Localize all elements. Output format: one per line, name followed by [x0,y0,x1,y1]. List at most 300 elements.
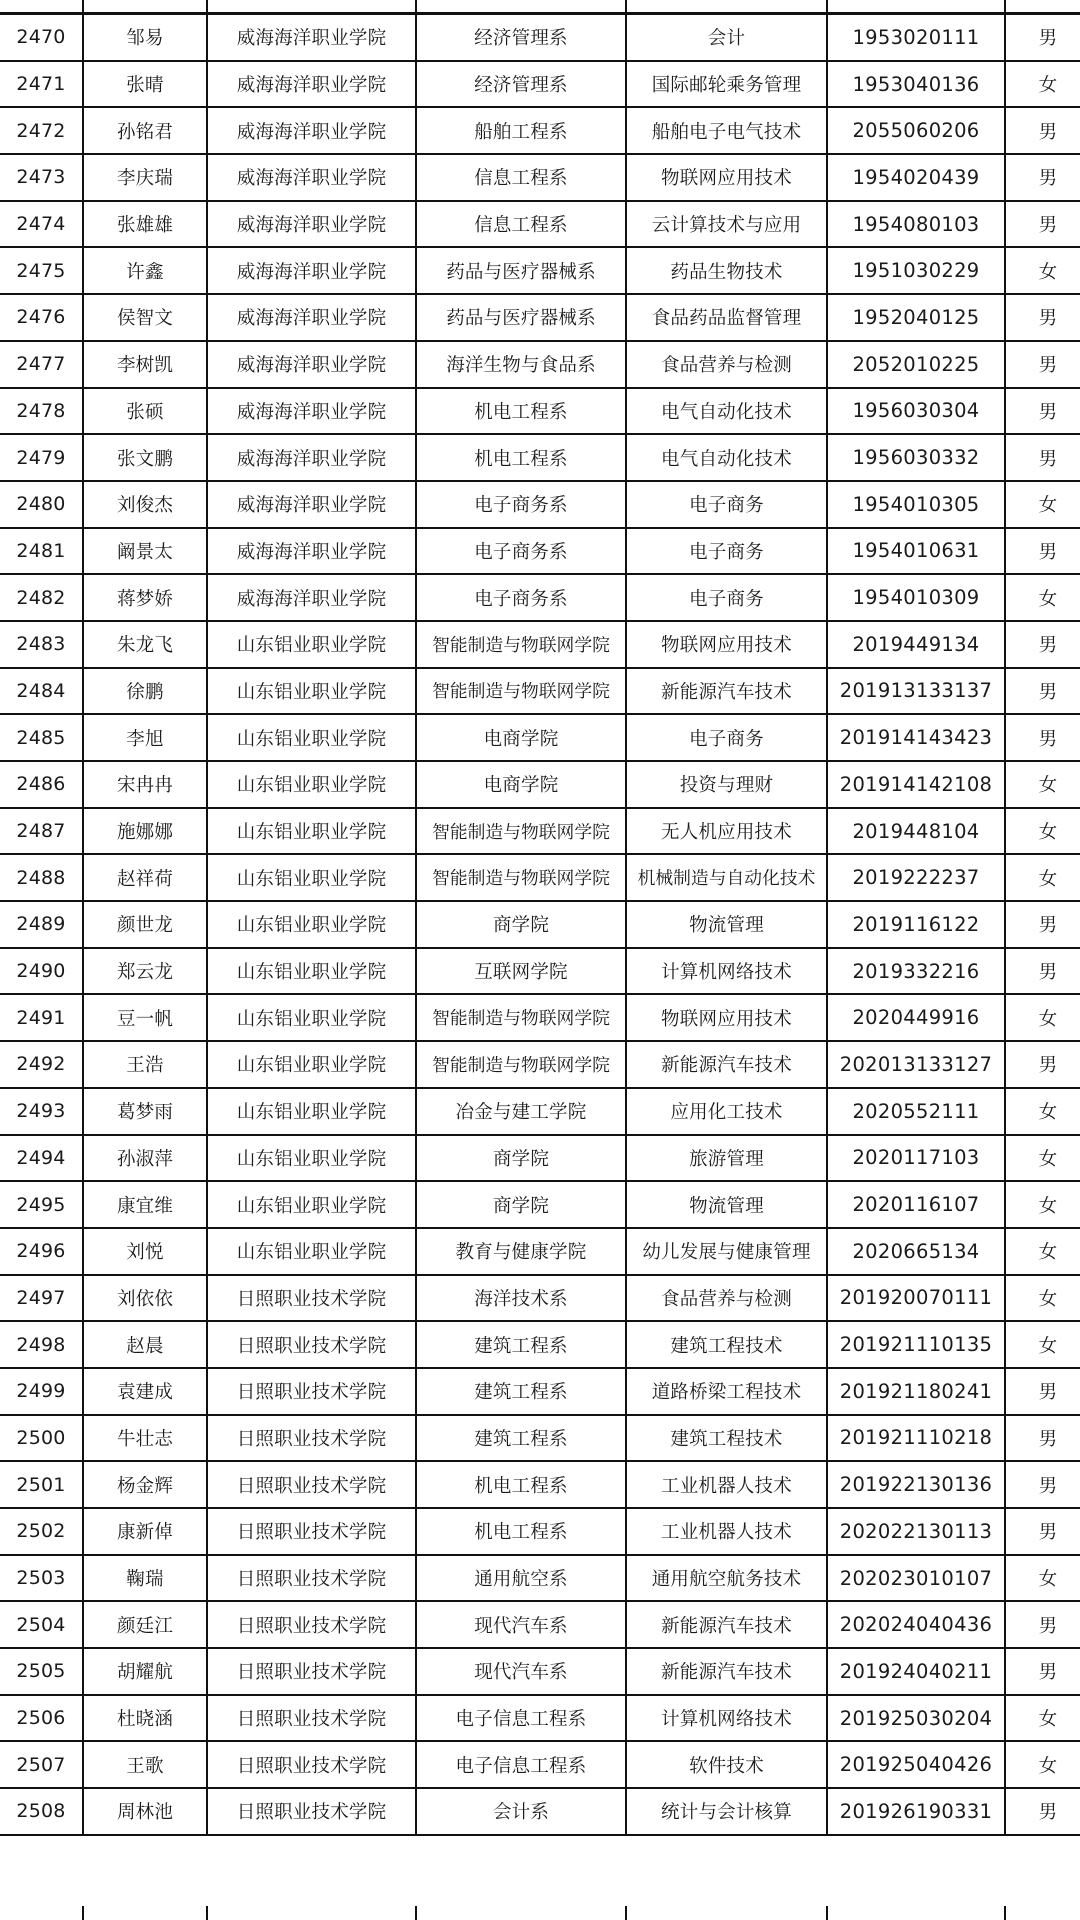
student-id-cell: 201922130136 [827,1461,1005,1508]
department-cell: 互联网学院 [416,948,626,995]
school-cell: 山东铝业职业学院 [207,1088,416,1135]
student-id-cell: 202013133127 [827,1041,1005,1088]
table-row [0,341,1080,388]
row-number-cell: 2488 [0,854,83,901]
row-number-cell: 2496 [0,1228,83,1275]
student-id-cell: 201914143423 [827,714,1005,761]
table-row [0,481,1080,528]
major-cell: 无人机应用技术 [626,808,827,855]
table-row [0,14,1080,61]
gender-cell: 男 [1005,107,1080,154]
table-row [0,808,1080,855]
gender-cell: 男 [1005,714,1080,761]
table-row [0,388,1080,435]
department-cell: 电子商务系 [416,481,626,528]
school-cell: 山东铝业职业学院 [207,714,416,761]
table-row [0,154,1080,201]
row-number-cell: 2490 [0,948,83,995]
major-cell: 电子商务 [626,714,827,761]
gender-cell: 女 [1005,1181,1080,1228]
student-id-cell: 202024040436 [827,1601,1005,1648]
major-cell: 电气自动化技术 [626,388,827,435]
student-id-cell: 2019332216 [827,948,1005,995]
gender-cell: 男 [1005,294,1080,341]
gender-cell: 女 [1005,854,1080,901]
department-cell: 建筑工程系 [416,1415,626,1462]
row-number-cell: 2478 [0,388,83,435]
major-cell: 食品营养与检测 [626,1275,827,1322]
gender-cell: 女 [1005,994,1080,1041]
major-cell: 云计算技术与应用 [626,201,827,248]
major-cell: 计算机网络技术 [626,948,827,995]
major-cell: 食品营养与检测 [626,341,827,388]
next-row-fragment [0,1906,1080,1920]
row-number-cell: 2489 [0,901,83,948]
student-id-cell: 1952040125 [827,294,1005,341]
gender-cell: 男 [1005,1508,1080,1555]
table-row [0,1368,1080,1415]
major-cell: 旅游管理 [626,1135,827,1182]
department-cell: 商学院 [416,1135,626,1182]
gender-cell: 男 [1005,528,1080,575]
gender-cell: 女 [1005,574,1080,621]
department-cell: 商学院 [416,901,626,948]
major-cell: 物联网应用技术 [626,994,827,1041]
table-row [0,901,1080,948]
major-cell: 新能源汽车技术 [626,1648,827,1695]
gender-cell: 男 [1005,201,1080,248]
student-name-cell: 宋冉冉 [83,761,207,808]
major-cell: 食品药品监督管理 [626,294,827,341]
row-number-cell: 2500 [0,1415,83,1462]
school-cell: 山东铝业职业学院 [207,761,416,808]
department-cell: 智能制造与物联网学院 [416,994,626,1041]
department-cell: 电商学院 [416,761,626,808]
major-cell: 机械制造与自动化技术 [626,854,827,901]
table-row [0,107,1080,154]
gender-cell: 男 [1005,668,1080,715]
table-row [0,1695,1080,1742]
department-cell: 信息工程系 [416,201,626,248]
gender-cell: 男 [1005,1601,1080,1648]
table-row [0,1601,1080,1648]
department-cell: 机电工程系 [416,434,626,481]
student-name-cell: 徐鹏 [83,668,207,715]
table-row [0,1555,1080,1602]
row-number-cell: 2483 [0,621,83,668]
school-cell: 日照职业技术学院 [207,1555,416,1602]
table-row [0,1648,1080,1695]
gender-cell: 女 [1005,1275,1080,1322]
gender-cell: 男 [1005,14,1080,61]
student-name-cell: 赵晨 [83,1321,207,1368]
school-cell: 威海海洋职业学院 [207,388,416,435]
department-cell: 药品与医疗器械系 [416,294,626,341]
department-cell: 电子商务系 [416,528,626,575]
major-cell: 新能源汽车技术 [626,1041,827,1088]
student-name-cell: 张雄雄 [83,201,207,248]
student-id-cell: 201926190331 [827,1788,1005,1835]
student-id-cell: 201914142108 [827,761,1005,808]
gender-cell: 女 [1005,761,1080,808]
table-row [0,1741,1080,1788]
gender-cell: 男 [1005,948,1080,995]
school-cell: 威海海洋职业学院 [207,341,416,388]
table-row [0,948,1080,995]
student-name-cell: 孙铭君 [83,107,207,154]
gender-cell: 男 [1005,1788,1080,1835]
student-name-cell: 赵祥荷 [83,854,207,901]
school-cell: 威海海洋职业学院 [207,481,416,528]
table-row [0,1788,1080,1835]
school-cell: 威海海洋职业学院 [207,107,416,154]
row-number-cell: 2493 [0,1088,83,1135]
row-number-cell: 2474 [0,201,83,248]
row-number-cell: 2477 [0,341,83,388]
student-id-cell: 1956030332 [827,434,1005,481]
table-row [0,61,1080,108]
gender-cell: 女 [1005,808,1080,855]
student-id-cell: 2020449916 [827,994,1005,1041]
student-name-cell: 刘俊杰 [83,481,207,528]
department-cell: 海洋生物与食品系 [416,341,626,388]
department-cell: 船舶工程系 [416,107,626,154]
department-cell: 经济管理系 [416,61,626,108]
school-cell: 威海海洋职业学院 [207,201,416,248]
row-number-cell: 2508 [0,1788,83,1835]
school-cell: 威海海洋职业学院 [207,154,416,201]
student-name-cell: 张文鹏 [83,434,207,481]
gender-cell: 男 [1005,1041,1080,1088]
row-number-cell: 2470 [0,14,83,61]
major-cell: 新能源汽车技术 [626,1601,827,1648]
row-number-cell: 2495 [0,1181,83,1228]
gender-cell: 女 [1005,1695,1080,1742]
school-cell: 日照职业技术学院 [207,1461,416,1508]
row-number-cell: 2502 [0,1508,83,1555]
row-number-cell: 2476 [0,294,83,341]
table-row [0,621,1080,668]
school-cell: 威海海洋职业学院 [207,247,416,294]
school-cell: 威海海洋职业学院 [207,574,416,621]
row-number-cell: 2479 [0,434,83,481]
student-name-cell: 颜世龙 [83,901,207,948]
student-id-cell: 2052010225 [827,341,1005,388]
row-number-cell: 2494 [0,1135,83,1182]
department-cell: 智能制造与物联网学院 [416,808,626,855]
school-cell: 山东铝业职业学院 [207,1181,416,1228]
student-name-cell: 康宜维 [83,1181,207,1228]
gender-cell: 男 [1005,621,1080,668]
student-id-cell: 1953020111 [827,14,1005,61]
major-cell: 电子商务 [626,528,827,575]
row-number-cell: 2486 [0,761,83,808]
gender-cell: 女 [1005,1228,1080,1275]
school-cell: 威海海洋职业学院 [207,528,416,575]
table-row [0,1275,1080,1322]
school-cell: 日照职业技术学院 [207,1415,416,1462]
department-cell: 现代汽车系 [416,1601,626,1648]
major-cell: 幼儿发展与健康管理 [626,1228,827,1275]
school-cell: 威海海洋职业学院 [207,61,416,108]
student-id-cell: 1954020439 [827,154,1005,201]
gender-cell: 女 [1005,247,1080,294]
row-number-cell: 2498 [0,1321,83,1368]
student-id-cell: 1956030304 [827,388,1005,435]
student-name-cell: 康新倬 [83,1508,207,1555]
department-cell: 机电工程系 [416,388,626,435]
table-row [0,994,1080,1041]
major-cell: 电气自动化技术 [626,434,827,481]
student-id-cell: 201925040426 [827,1741,1005,1788]
major-cell: 物流管理 [626,901,827,948]
major-cell: 新能源汽车技术 [626,668,827,715]
school-cell: 日照职业技术学院 [207,1741,416,1788]
department-cell: 现代汽车系 [416,1648,626,1695]
table-row [0,1181,1080,1228]
department-cell: 智能制造与物联网学院 [416,1041,626,1088]
table-row [0,854,1080,901]
roster-body [0,14,1080,1835]
major-cell: 建筑工程技术 [626,1415,827,1462]
student-name-cell: 牛壮志 [83,1415,207,1462]
department-cell: 会计系 [416,1788,626,1835]
student-id-cell: 202022130113 [827,1508,1005,1555]
table-row [0,247,1080,294]
gender-cell: 男 [1005,154,1080,201]
table-row [0,761,1080,808]
school-cell: 山东铝业职业学院 [207,854,416,901]
gender-cell: 女 [1005,1321,1080,1368]
department-cell: 信息工程系 [416,154,626,201]
row-number-cell: 2492 [0,1041,83,1088]
row-number-cell: 2472 [0,107,83,154]
row-number-cell: 2505 [0,1648,83,1695]
table-row [0,1461,1080,1508]
department-cell: 经济管理系 [416,14,626,61]
student-name-cell: 王歌 [83,1741,207,1788]
student-name-cell: 袁建成 [83,1368,207,1415]
school-cell: 山东铝业职业学院 [207,1135,416,1182]
department-cell: 教育与健康学院 [416,1228,626,1275]
student-name-cell: 许鑫 [83,247,207,294]
student-roster-table [0,13,1080,1836]
student-id-cell: 2020665134 [827,1228,1005,1275]
student-name-cell: 周林池 [83,1788,207,1835]
department-cell: 冶金与建工学院 [416,1088,626,1135]
table-row [0,1228,1080,1275]
student-name-cell: 张晴 [83,61,207,108]
row-number-cell: 2503 [0,1555,83,1602]
student-id-cell: 201924040211 [827,1648,1005,1695]
department-cell: 智能制造与物联网学院 [416,668,626,715]
department-cell: 机电工程系 [416,1461,626,1508]
table-row [0,434,1080,481]
student-name-cell: 刘悦 [83,1228,207,1275]
row-number-cell: 2473 [0,154,83,201]
major-cell: 建筑工程技术 [626,1321,827,1368]
student-name-cell: 鞠瑞 [83,1555,207,1602]
table-row [0,201,1080,248]
student-id-cell: 1954010631 [827,528,1005,575]
school-cell: 日照职业技术学院 [207,1601,416,1648]
row-number-cell: 2481 [0,528,83,575]
gender-cell: 男 [1005,901,1080,948]
school-cell: 山东铝业职业学院 [207,994,416,1041]
table-row [0,668,1080,715]
department-cell: 电子商务系 [416,574,626,621]
row-number-cell: 2484 [0,668,83,715]
department-cell: 海洋技术系 [416,1275,626,1322]
table-row [0,1088,1080,1135]
department-cell: 电子信息工程系 [416,1741,626,1788]
school-cell: 威海海洋职业学院 [207,434,416,481]
student-id-cell: 201913133137 [827,668,1005,715]
department-cell: 建筑工程系 [416,1368,626,1415]
school-cell: 山东铝业职业学院 [207,668,416,715]
major-cell: 通用航空航务技术 [626,1555,827,1602]
student-id-cell: 2019449134 [827,621,1005,668]
school-cell: 日照职业技术学院 [207,1695,416,1742]
gender-cell: 男 [1005,1461,1080,1508]
student-name-cell: 胡耀航 [83,1648,207,1695]
gender-cell: 女 [1005,1088,1080,1135]
gender-cell: 男 [1005,1648,1080,1695]
student-name-cell: 李庆瑞 [83,154,207,201]
student-id-cell: 2019116122 [827,901,1005,948]
department-cell: 药品与医疗器械系 [416,247,626,294]
major-cell: 物流管理 [626,1181,827,1228]
gender-cell: 男 [1005,341,1080,388]
student-name-cell: 张硕 [83,388,207,435]
table-row [0,528,1080,575]
major-cell: 道路桥梁工程技术 [626,1368,827,1415]
department-cell: 通用航空系 [416,1555,626,1602]
department-cell: 机电工程系 [416,1508,626,1555]
gender-cell: 女 [1005,61,1080,108]
student-name-cell: 葛梦雨 [83,1088,207,1135]
major-cell: 物联网应用技术 [626,621,827,668]
row-number-cell: 2491 [0,994,83,1041]
gender-cell: 男 [1005,388,1080,435]
department-cell: 商学院 [416,1181,626,1228]
student-name-cell: 杨金辉 [83,1461,207,1508]
row-number-cell: 2501 [0,1461,83,1508]
school-cell: 日照职业技术学院 [207,1368,416,1415]
student-name-cell: 郑云龙 [83,948,207,995]
student-id-cell: 201925030204 [827,1695,1005,1742]
student-name-cell: 邹易 [83,14,207,61]
table-row [0,1508,1080,1555]
table-row [0,1041,1080,1088]
student-name-cell: 李旭 [83,714,207,761]
student-name-cell: 施娜娜 [83,808,207,855]
school-cell: 威海海洋职业学院 [207,14,416,61]
row-number-cell: 2504 [0,1601,83,1648]
student-name-cell: 李树凯 [83,341,207,388]
student-id-cell: 201920070111 [827,1275,1005,1322]
major-cell: 软件技术 [626,1741,827,1788]
row-number-cell: 2497 [0,1275,83,1322]
student-name-cell: 颜廷江 [83,1601,207,1648]
row-number-cell: 2482 [0,574,83,621]
student-name-cell: 王浩 [83,1041,207,1088]
student-id-cell: 2019222237 [827,854,1005,901]
row-number-cell: 2487 [0,808,83,855]
student-id-cell: 202023010107 [827,1555,1005,1602]
major-cell: 计算机网络技术 [626,1695,827,1742]
department-cell: 电商学院 [416,714,626,761]
table-row [0,1321,1080,1368]
student-name-cell: 杜晓涵 [83,1695,207,1742]
department-cell: 智能制造与物联网学院 [416,621,626,668]
student-name-cell: 蒋梦娇 [83,574,207,621]
student-id-cell: 1951030229 [827,247,1005,294]
major-cell: 统计与会计核算 [626,1788,827,1835]
school-cell: 日照职业技术学院 [207,1275,416,1322]
school-cell: 山东铝业职业学院 [207,1041,416,1088]
major-cell: 国际邮轮乘务管理 [626,61,827,108]
student-id-cell: 2020117103 [827,1135,1005,1182]
major-cell: 会计 [626,14,827,61]
student-name-cell: 朱龙飞 [83,621,207,668]
department-cell: 智能制造与物联网学院 [416,854,626,901]
row-number-cell: 2480 [0,481,83,528]
previous-row-fragment [0,0,1080,14]
student-name-cell: 侯智文 [83,294,207,341]
gender-cell: 女 [1005,481,1080,528]
major-cell: 电子商务 [626,574,827,621]
student-id-cell: 2055060206 [827,107,1005,154]
school-cell: 日照职业技术学院 [207,1321,416,1368]
table-row [0,1135,1080,1182]
row-number-cell: 2485 [0,714,83,761]
student-id-cell: 1954010305 [827,481,1005,528]
gender-cell: 男 [1005,1415,1080,1462]
gender-cell: 男 [1005,1368,1080,1415]
major-cell: 工业机器人技术 [626,1508,827,1555]
major-cell: 投资与理财 [626,761,827,808]
major-cell: 船舶电子电气技术 [626,107,827,154]
student-id-cell: 201921110218 [827,1415,1005,1462]
table-row [0,1415,1080,1462]
student-id-cell: 2019448104 [827,808,1005,855]
student-id-cell: 1954010309 [827,574,1005,621]
school-cell: 山东铝业职业学院 [207,808,416,855]
school-cell: 日照职业技术学院 [207,1788,416,1835]
gender-cell: 女 [1005,1555,1080,1602]
table-row [0,294,1080,341]
student-id-cell: 2020552111 [827,1088,1005,1135]
row-number-cell: 2475 [0,247,83,294]
major-cell: 工业机器人技术 [626,1461,827,1508]
department-cell: 建筑工程系 [416,1321,626,1368]
student-name-cell: 刘依依 [83,1275,207,1322]
major-cell: 物联网应用技术 [626,154,827,201]
major-cell: 应用化工技术 [626,1088,827,1135]
student-id-cell: 201921110135 [827,1321,1005,1368]
table-row [0,714,1080,761]
school-cell: 日照职业技术学院 [207,1648,416,1695]
school-cell: 日照职业技术学院 [207,1508,416,1555]
major-cell: 电子商务 [626,481,827,528]
row-number-cell: 2499 [0,1368,83,1415]
student-id-cell: 1954080103 [827,201,1005,248]
row-number-cell: 2471 [0,61,83,108]
school-cell: 山东铝业职业学院 [207,1228,416,1275]
student-id-cell: 1953040136 [827,61,1005,108]
gender-cell: 女 [1005,1741,1080,1788]
